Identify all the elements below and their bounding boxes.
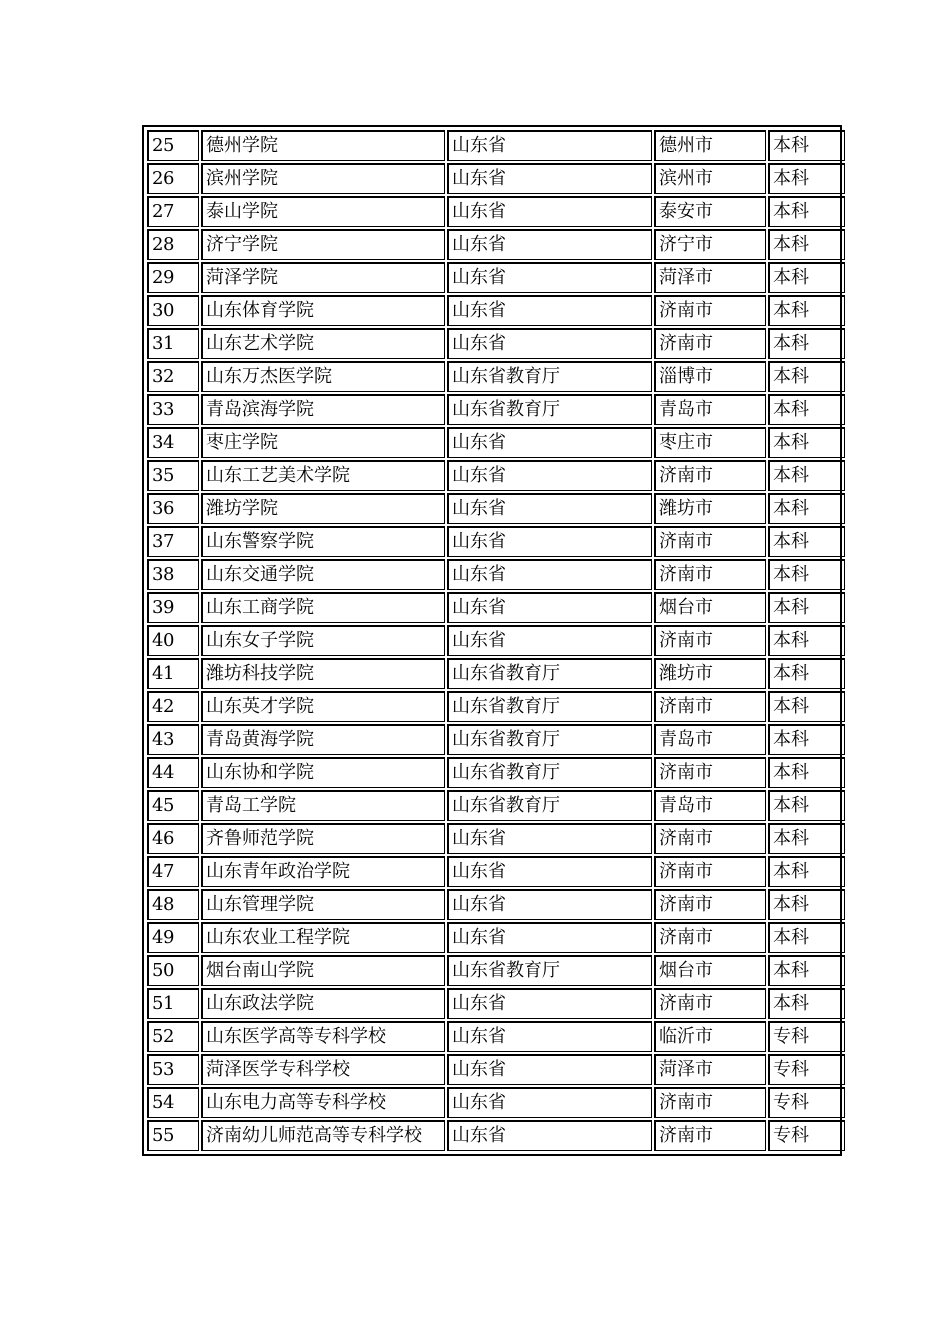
cell-authority: 山东省教育厅 [447,691,652,722]
cell-row-number: 43 [147,724,199,755]
cell-authority: 山东省 [447,163,652,194]
cell-level: 专科 [768,1054,845,1085]
schools-table-frame [142,125,842,1156]
cell-authority: 山东省 [447,889,652,920]
cell-row-number: 30 [147,295,199,326]
cell-city: 济南市 [654,757,766,788]
cell-row-number: 50 [147,955,199,986]
cell-city: 济南市 [654,691,766,722]
cell-city: 潍坊市 [654,658,766,689]
cell-school-name: 山东女子学院 [201,625,445,656]
cell-school-name: 山东万杰医学院 [201,361,445,392]
cell-authority: 山东省教育厅 [447,658,652,689]
cell-school-name: 泰山学院 [201,196,445,227]
table-row [147,592,845,623]
cell-school-name: 山东体育学院 [201,295,445,326]
cell-authority: 山东省 [447,526,652,557]
cell-level: 本科 [768,526,845,557]
cell-city: 济南市 [654,526,766,557]
cell-level: 本科 [768,790,845,821]
cell-row-number: 32 [147,361,199,392]
cell-school-name: 济南幼儿师范高等专科学校 [201,1120,445,1151]
cell-city: 济南市 [654,1120,766,1151]
cell-city: 济南市 [654,988,766,1019]
cell-authority: 山东省 [447,922,652,953]
cell-school-name: 山东青年政治学院 [201,856,445,887]
cell-city: 德州市 [654,130,766,161]
cell-authority: 山东省 [447,856,652,887]
cell-city: 滨州市 [654,163,766,194]
cell-level: 本科 [768,196,845,227]
table-row [147,394,845,425]
cell-city: 泰安市 [654,196,766,227]
cell-city: 济南市 [654,823,766,854]
cell-authority: 山东省 [447,1054,652,1085]
cell-authority: 山东省 [447,823,652,854]
cell-authority: 山东省 [447,295,652,326]
table-row [147,889,845,920]
cell-city: 枣庄市 [654,427,766,458]
cell-level: 本科 [768,394,845,425]
cell-row-number: 53 [147,1054,199,1085]
cell-level: 本科 [768,691,845,722]
cell-authority: 山东省 [447,460,652,491]
cell-level: 本科 [768,559,845,590]
cell-level: 本科 [768,163,845,194]
table-row [147,163,845,194]
cell-school-name: 济宁学院 [201,229,445,260]
cell-city: 济南市 [654,856,766,887]
cell-school-name: 烟台南山学院 [201,955,445,986]
cell-school-name: 青岛工学院 [201,790,445,821]
cell-city: 济南市 [654,295,766,326]
cell-school-name: 山东农业工程学院 [201,922,445,953]
table-row [147,922,845,953]
cell-level: 本科 [768,130,845,161]
cell-level: 本科 [768,361,845,392]
cell-row-number: 48 [147,889,199,920]
table-row [147,856,845,887]
cell-school-name: 潍坊科技学院 [201,658,445,689]
cell-level: 专科 [768,1021,845,1052]
schools-table-body [147,130,845,1151]
cell-row-number: 46 [147,823,199,854]
cell-authority: 山东省教育厅 [447,790,652,821]
cell-authority: 山东省 [447,262,652,293]
cell-school-name: 山东管理学院 [201,889,445,920]
cell-school-name: 山东电力高等专科学校 [201,1087,445,1118]
cell-city: 济南市 [654,559,766,590]
table-row [147,757,845,788]
cell-school-name: 青岛黄海学院 [201,724,445,755]
cell-city: 青岛市 [654,790,766,821]
cell-authority: 山东省 [447,196,652,227]
cell-row-number: 27 [147,196,199,227]
cell-authority: 山东省教育厅 [447,955,652,986]
cell-authority: 山东省教育厅 [447,724,652,755]
cell-row-number: 42 [147,691,199,722]
cell-city: 济南市 [654,625,766,656]
cell-authority: 山东省 [447,493,652,524]
cell-level: 本科 [768,493,845,524]
cell-city: 济南市 [654,922,766,953]
cell-row-number: 44 [147,757,199,788]
cell-school-name: 山东医学高等专科学校 [201,1021,445,1052]
cell-level: 专科 [768,1120,845,1151]
cell-level: 本科 [768,757,845,788]
table-row [147,328,845,359]
table-row [147,460,845,491]
table-row [147,1021,845,1052]
table-row [147,823,845,854]
cell-level: 本科 [768,328,845,359]
cell-school-name: 山东艺术学院 [201,328,445,359]
cell-school-name: 山东工商学院 [201,592,445,623]
cell-level: 本科 [768,658,845,689]
cell-row-number: 51 [147,988,199,1019]
cell-level: 本科 [768,427,845,458]
table-row [147,658,845,689]
cell-authority: 山东省 [447,229,652,260]
cell-city: 济南市 [654,328,766,359]
cell-authority: 山东省 [447,625,652,656]
cell-row-number: 28 [147,229,199,260]
cell-school-name: 菏泽医学专科学校 [201,1054,445,1085]
cell-city: 烟台市 [654,592,766,623]
cell-city: 济南市 [654,889,766,920]
cell-authority: 山东省 [447,328,652,359]
cell-row-number: 35 [147,460,199,491]
table-row [147,1054,845,1085]
table-row [147,559,845,590]
cell-city: 临沂市 [654,1021,766,1052]
cell-school-name: 枣庄学院 [201,427,445,458]
cell-row-number: 25 [147,130,199,161]
cell-school-name: 齐鲁师范学院 [201,823,445,854]
cell-level: 本科 [768,625,845,656]
cell-level: 本科 [768,922,845,953]
cell-row-number: 49 [147,922,199,953]
cell-school-name: 青岛滨海学院 [201,394,445,425]
cell-authority: 山东省 [447,559,652,590]
cell-level: 本科 [768,295,845,326]
cell-level: 本科 [768,592,845,623]
cell-level: 本科 [768,889,845,920]
cell-level: 本科 [768,724,845,755]
cell-city: 烟台市 [654,955,766,986]
cell-authority: 山东省教育厅 [447,394,652,425]
cell-level: 本科 [768,460,845,491]
table-row [147,790,845,821]
cell-row-number: 39 [147,592,199,623]
table-row [147,493,845,524]
table-row [147,526,845,557]
table-row [147,955,845,986]
cell-city: 济南市 [654,1087,766,1118]
cell-row-number: 34 [147,427,199,458]
cell-row-number: 47 [147,856,199,887]
table-row [147,691,845,722]
cell-school-name: 山东警察学院 [201,526,445,557]
cell-authority: 山东省 [447,988,652,1019]
cell-school-name: 潍坊学院 [201,493,445,524]
cell-authority: 山东省 [447,427,652,458]
table-row [147,427,845,458]
cell-row-number: 45 [147,790,199,821]
cell-row-number: 38 [147,559,199,590]
cell-row-number: 29 [147,262,199,293]
cell-row-number: 31 [147,328,199,359]
cell-school-name: 德州学院 [201,130,445,161]
table-row [147,295,845,326]
cell-authority: 山东省 [447,1087,652,1118]
cell-level: 专科 [768,1087,845,1118]
table-row [147,1087,845,1118]
cell-school-name: 山东协和学院 [201,757,445,788]
cell-city: 淄博市 [654,361,766,392]
cell-authority: 山东省 [447,1120,652,1151]
table-row [147,196,845,227]
cell-city: 济宁市 [654,229,766,260]
cell-level: 本科 [768,988,845,1019]
cell-row-number: 52 [147,1021,199,1052]
table-row [147,130,845,161]
cell-row-number: 36 [147,493,199,524]
schools-table [145,128,847,1153]
table-row [147,361,845,392]
cell-row-number: 40 [147,625,199,656]
cell-authority: 山东省 [447,1021,652,1052]
cell-row-number: 33 [147,394,199,425]
cell-authority: 山东省教育厅 [447,361,652,392]
cell-school-name: 山东交通学院 [201,559,445,590]
table-row [147,988,845,1019]
cell-city: 潍坊市 [654,493,766,524]
cell-city: 青岛市 [654,724,766,755]
table-row [147,262,845,293]
cell-school-name: 山东政法学院 [201,988,445,1019]
cell-level: 本科 [768,823,845,854]
cell-authority: 山东省 [447,130,652,161]
table-row [147,229,845,260]
cell-city: 菏泽市 [654,1054,766,1085]
cell-school-name: 滨州学院 [201,163,445,194]
table-row [147,1120,845,1151]
cell-row-number: 26 [147,163,199,194]
cell-level: 本科 [768,955,845,986]
cell-level: 本科 [768,856,845,887]
cell-row-number: 54 [147,1087,199,1118]
cell-row-number: 55 [147,1120,199,1151]
table-row [147,625,845,656]
cell-row-number: 41 [147,658,199,689]
cell-city: 青岛市 [654,394,766,425]
cell-school-name: 山东工艺美术学院 [201,460,445,491]
cell-authority: 山东省教育厅 [447,757,652,788]
cell-school-name: 山东英才学院 [201,691,445,722]
cell-authority: 山东省 [447,592,652,623]
cell-school-name: 菏泽学院 [201,262,445,293]
cell-row-number: 37 [147,526,199,557]
cell-city: 济南市 [654,460,766,491]
table-row [147,724,845,755]
cell-level: 本科 [768,262,845,293]
cell-level: 本科 [768,229,845,260]
cell-city: 菏泽市 [654,262,766,293]
